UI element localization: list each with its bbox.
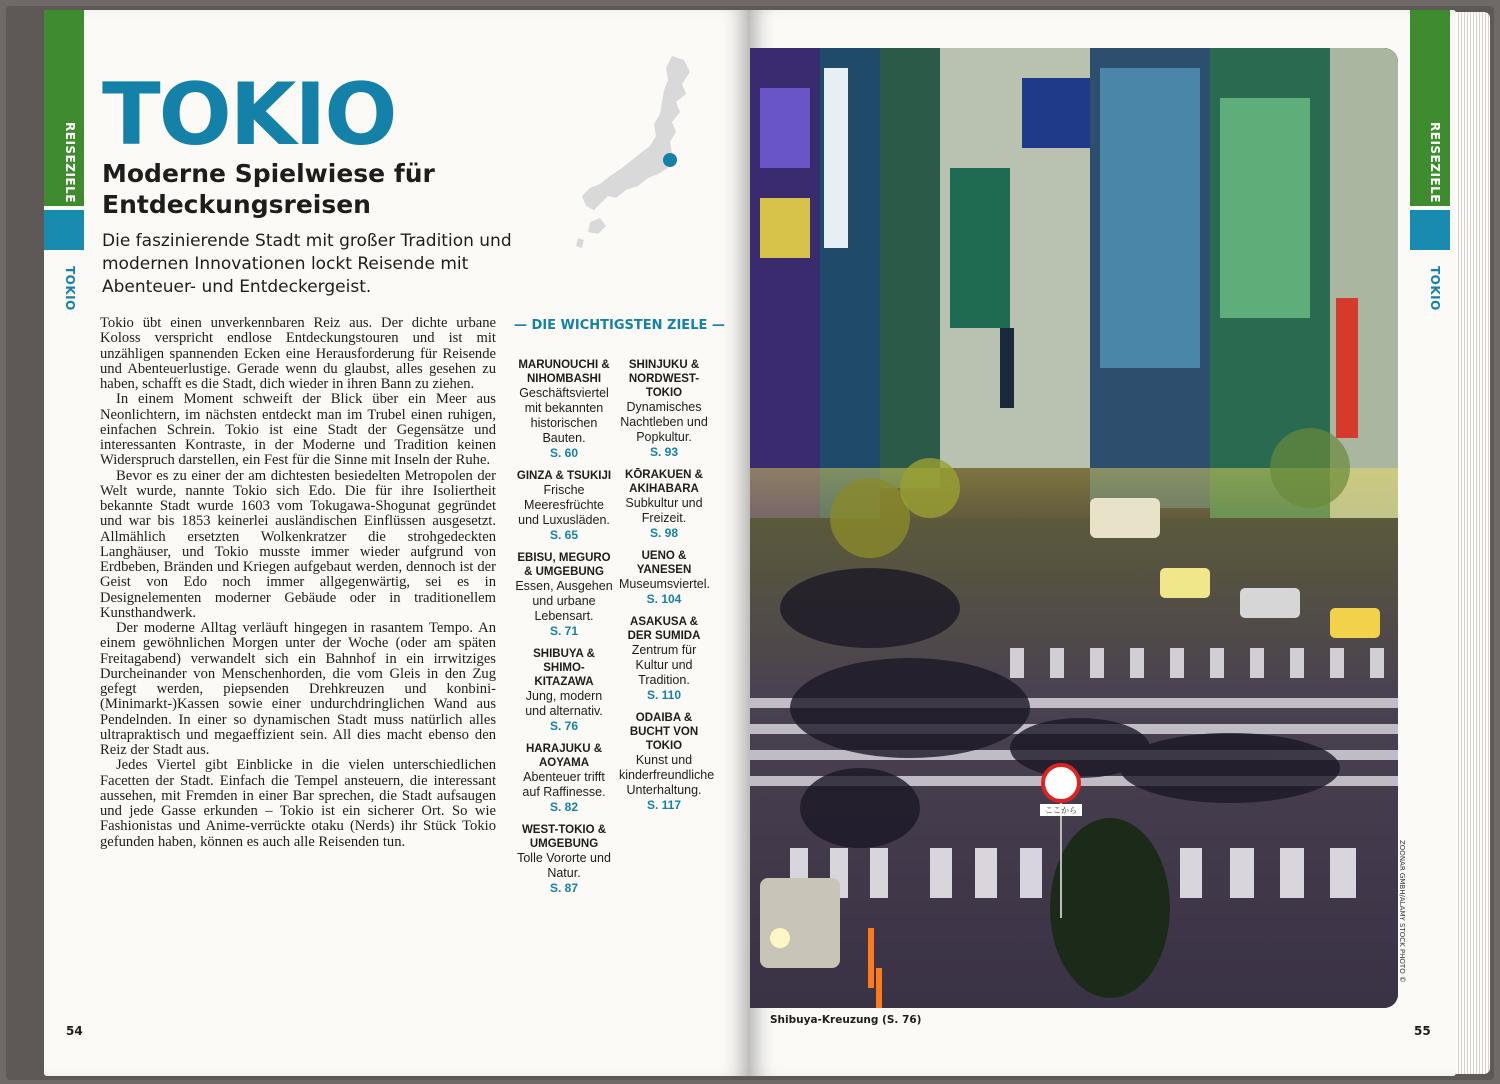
destination-desc: Tolle Vororte und Natur. <box>517 851 611 880</box>
destination-item <box>514 823 614 896</box>
destination-desc: Dynamisches Nachtleben und Popkultur. <box>620 400 708 444</box>
chapter-tab-label: TOKIO <box>1428 266 1442 311</box>
destination-page-link[interactable]: S. 76 <box>549 719 579 733</box>
destination-name: UENO & YANESEN <box>636 550 692 576</box>
paragraph: Tokio übt einen unverkennbaren Reiz aus. Der dichte urbane Koloss verspricht endlose Entdeckungstouren und ist mit unzähligen spannenden Ecken eine Herausforderung für Reisende und Abenteuerlustige. Gerade wenn du glaubst, alles gesehen zu haben, schafft es die Stadt, dich wieder in ihren Bann zu ziehen. <box>100 315 496 392</box>
destination-name: SHINJUKU & NORDWEST-TOKIO <box>628 359 700 399</box>
chapter-tab-marker <box>1410 210 1450 250</box>
lead-paragraph: Die faszinierende Stadt mit großer Tradition und modernen Innovationen lockt Reisende mit Abenteuer- und Entdeckergeist. <box>102 231 512 297</box>
photo-scene <box>750 48 1398 1008</box>
destination-item <box>619 468 709 541</box>
destination-name: ODAIBA & BUCHT VON TOKIO <box>629 712 699 752</box>
paragraph: In einem Moment schweift der Blick über ein Meer aus Neonlichtern, im nächsten entdeckt man im Trubel einen ruhigen, einfachen Schrein. Tokio ist eine Stadt der Gegensätze und interessanten Kontraste, in der Moderne und Tradition keinen Widerspruch darstellen, ein Fest für die Sinne mit Inseln der Ruhe. <box>100 391 496 469</box>
destination-item <box>514 742 614 815</box>
destination-desc: Abenteuer trifft auf Raffinesse. <box>522 770 606 799</box>
page-edges <box>1456 12 1490 1074</box>
tokyo-marker <box>663 153 677 167</box>
destination-name: WEST-TOKIO & UMGEBUNG <box>521 824 607 850</box>
section-tab-label: REISEZIELE <box>63 122 77 203</box>
destination-name: HARAJUKU & AOYAMA <box>525 743 603 769</box>
destination-page-link[interactable]: S. 60 <box>549 446 579 460</box>
destination-name: SHIBUYA & SHIMO-KITAZAWA <box>533 648 595 688</box>
chapter-tab-label: TOKIO <box>63 266 77 311</box>
destination-desc: Jung, modern und alternativ. <box>525 689 603 718</box>
photo-credit: ZOONAR GMBH/ALAMY STOCK PHOTO © <box>1398 840 1406 983</box>
chapter-tab-marker <box>44 210 84 250</box>
destination-desc: Kunst und kinderfreundliche Unterhaltung. <box>619 753 715 797</box>
destination-page-link[interactable]: S. 87 <box>549 881 579 895</box>
destination-desc: Frische Meeresfrüchte und Luxusläden. <box>518 483 610 527</box>
destination-name: GINZA & TSUKIJI <box>516 470 612 482</box>
page-subtitle: Moderne Spielwiese für Entdeckungsreisen <box>102 159 435 219</box>
section-tab-label: REISEZIELE <box>1428 122 1442 203</box>
page-title: TOKIO <box>102 65 396 165</box>
destinations-heading: — DIE WICHTIGSTEN ZIELE — <box>514 318 725 333</box>
destination-page-link[interactable]: S. 82 <box>549 800 579 814</box>
destinations-column-2 <box>619 358 715 821</box>
destination-page-link[interactable]: S. 117 <box>646 798 682 812</box>
destination-item <box>619 615 709 703</box>
body-text <box>100 316 496 850</box>
destination-item <box>514 469 614 543</box>
paragraph: Der moderne Alltag verläuft hingegen in rasantem Tempo. An einem gewöhnlichen Morgen unter der Woche (oder am späten Freitagabend) verwandelt sich ein Bahnhof in ein irrwitziges Durcheinander von Menschenhorden, die vom Gleis in den Zug gefegt werden, piepsenden Drehkreuzen und konbini-(Minimarkt-)Kassen sowie einer undurchdringlichen Wand aus Pendelnden. In einer so dynamischen Stadt muss natürlich alles ultrapraktisch und megaeffizient sein. All dies macht ebenso den Reiz der Stadt aus. <box>100 620 496 758</box>
left-page <box>44 10 748 1076</box>
destination-page-link[interactable]: S. 65 <box>549 528 579 542</box>
right-page <box>748 10 1456 1076</box>
destination-page-link[interactable]: S. 93 <box>649 445 679 459</box>
destination-desc: Museumsviertel. <box>619 577 710 591</box>
destination-item <box>514 647 614 734</box>
destination-desc: Essen, Ausgehen und urbane Lebensart. <box>515 579 613 623</box>
destination-item <box>514 358 614 461</box>
shibuya-crossing-photo <box>750 48 1398 1008</box>
destination-page-link[interactable]: S. 104 <box>646 592 682 606</box>
page-number: 55 <box>1414 1024 1431 1038</box>
japan-locator-map <box>572 50 702 260</box>
destination-item <box>619 358 709 460</box>
paragraph: Jedes Viertel gibt Einblicke in die vielen unterschiedlichen Facetten der Stadt. Einfach die Tempel ansteuern, die interessant aussehen, mit Fremden in einer Bar sprechen, die Stadt aufsaugen und jede Gasse erkunden – Tokio ist ein sicherer Ort. So wie Fashionistas und Anime-verrückte otaku (Nerds) ihr Stück Tokio gefunden haben, können es auch alle Reisenden tun. <box>100 757 496 850</box>
sign-text: ここから <box>1045 806 1077 815</box>
destination-page-link[interactable]: S. 71 <box>549 624 579 638</box>
page-number: 54 <box>66 1024 83 1038</box>
destination-desc: Subkultur und Freizeit. <box>625 496 703 525</box>
destination-desc: Zentrum für Kultur und Tradition. <box>631 643 697 687</box>
destination-page-link[interactable]: S. 110 <box>646 688 682 702</box>
destination-desc: Geschäftsviertel mit bekannten historischen Bauten. <box>519 386 609 445</box>
destination-name: KŌRAKUEN & AKIHABARA <box>625 469 703 495</box>
destination-page-link[interactable]: S. 98 <box>649 526 679 540</box>
destination-item <box>619 711 715 813</box>
destinations-column-1 <box>514 358 614 904</box>
destination-name: EBISU, MEGURO & UMGEBUNG <box>517 552 611 578</box>
destination-item <box>619 549 709 607</box>
photo-caption: Shibuya-Kreuzung (S. 76) <box>770 1014 922 1026</box>
destination-name: ASAKUSA & DER SUMIDA <box>627 616 701 642</box>
paragraph: Bevor es zu einer der am dichtesten besiedelten Metropolen der Welt wurde, nannte Tokio sich Edo. Die für ihre Isoliertheit bekannte Stadt wurde 1603 vom Tokugawa-Shogunat gegründet und war bis 1853 keinerlei ausländischen Einflüssen ausgesetzt. Allmählich ersetzten Wolkenkratzer die strohgedeckten Langhäuser, und Tokio musste immer wieder aufgrund von Erdbeben, Bränden und Kriegen aufgebaut werden, dennoch ist der Geist von Edo noch immer allgegenwärtig, sei es in Designelementen moderner Gebäude oder in traditionellem Kunsthandwerk. <box>100 467 496 621</box>
destination-name: MARUNOUCHI & NIHOMBASHI <box>518 359 610 385</box>
destination-item <box>514 551 614 639</box>
